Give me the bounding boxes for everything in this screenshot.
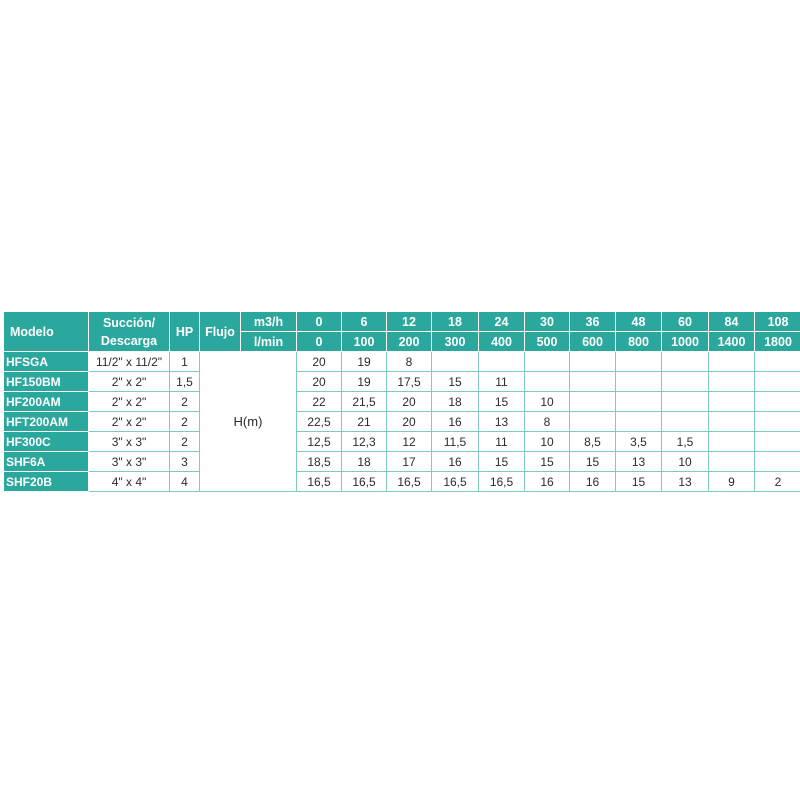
head-value: 16 [570,472,616,492]
head-value: 20 [387,412,432,432]
table-row [4,352,800,372]
head-value: 10 [525,432,570,452]
table-row [4,412,800,432]
header-flow-lmin: 200 [387,332,432,352]
head-value: 16,5 [479,472,525,492]
connection-size: 4" x 4" [89,472,170,492]
header-flow-lmin: 800 [616,332,662,352]
head-value [570,412,616,432]
head-value: 15 [479,452,525,472]
model-name: SHF20B [4,472,89,492]
head-value: 1,5 [662,432,709,452]
model-name: SHF6A [4,452,89,472]
head-value: 9 [709,472,755,492]
hp-value: 2 [170,392,200,412]
head-value [432,352,479,372]
head-label: H(m) [200,352,297,492]
header-succion-descarga [89,312,170,352]
head-value: 21,5 [342,392,387,412]
head-value [479,352,525,372]
head-value: 16,5 [432,472,479,492]
table-row [4,452,800,472]
header-flow-lmin: 100 [342,332,387,352]
hp-value: 1 [170,352,200,372]
head-value: 15 [525,452,570,472]
head-value [755,392,800,412]
model-name: HFT200AM [4,412,89,432]
table-row [4,392,800,412]
connection-size: 2" x 2" [89,412,170,432]
head-value: 11 [479,372,525,392]
head-value: 19 [342,352,387,372]
head-value: 16,5 [342,472,387,492]
head-value [616,392,662,412]
head-value [662,352,709,372]
head-value [709,392,755,412]
head-value: 3,5 [616,432,662,452]
head-value: 8 [387,352,432,372]
table-row [4,472,800,492]
head-value [709,352,755,372]
head-value: 16,5 [297,472,342,492]
head-value [616,352,662,372]
head-value: 15 [432,372,479,392]
header-succion: Succión/ [102,315,156,330]
head-value: 16 [525,472,570,492]
head-value: 13 [616,452,662,472]
head-value: 10 [525,392,570,412]
head-value: 16,5 [387,472,432,492]
head-value: 19 [342,372,387,392]
hp-value: 4 [170,472,200,492]
head-value [616,412,662,432]
head-value: 11,5 [432,432,479,452]
head-value [570,392,616,412]
head-value: 8,5 [570,432,616,452]
model-name: HF300C [4,432,89,452]
header-flow-m3h: 0 [297,312,342,332]
header-model: Modelo [4,312,89,352]
header-flow-lmin: 300 [432,332,479,352]
header-flow-m3h: 36 [570,312,616,332]
connection-size: 11/2" x 11/2" [89,352,170,372]
header-flow-lmin: 1000 [662,332,709,352]
head-value [662,392,709,412]
head-value: 11 [479,432,525,452]
header-flow-m3h: 84 [709,312,755,332]
header-flujo: Flujo [200,312,241,352]
model-name: HF200AM [4,392,89,412]
header-flow-m3h: 12 [387,312,432,332]
header-flow-m3h: 60 [662,312,709,332]
head-value: 18 [342,452,387,472]
head-value: 13 [479,412,525,432]
head-value [525,372,570,392]
head-value: 18,5 [297,452,342,472]
header-flow-m3h: 24 [479,312,525,332]
header-flow-lmin: 400 [479,332,525,352]
hp-value: 2 [170,432,200,452]
connection-size: 3" x 3" [89,452,170,472]
head-value: 15 [479,392,525,412]
head-value: 17,5 [387,372,432,392]
head-value: 20 [387,392,432,412]
header-flow-lmin: 0 [297,332,342,352]
head-value [709,432,755,452]
head-value: 12 [387,432,432,452]
header-flow-lmin: 1400 [709,332,755,352]
head-value [616,372,662,392]
model-name: HF150BM [4,372,89,392]
head-value [755,452,800,472]
head-value: 8 [525,412,570,432]
table-row [4,372,800,392]
header-flow-m3h: 48 [616,312,662,332]
hp-value: 3 [170,452,200,472]
header-hp: HP [170,312,200,352]
header-flow-m3h: 18 [432,312,479,332]
head-value: 20 [297,372,342,392]
pump-performance-table [3,311,800,492]
connection-size: 3" x 3" [89,432,170,452]
head-value [570,372,616,392]
head-value: 12,3 [342,432,387,452]
head-value [709,412,755,432]
head-value [525,352,570,372]
header-flow-m3h: 30 [525,312,570,332]
head-value [662,372,709,392]
head-value: 16 [432,452,479,472]
header-row-1 [4,312,800,332]
header-flow-m3h: 108 [755,312,800,332]
head-value: 17 [387,452,432,472]
table-row [4,432,800,452]
head-value [662,412,709,432]
hp-value: 2 [170,412,200,432]
head-value [709,372,755,392]
head-value: 15 [570,452,616,472]
head-value: 22,5 [297,412,342,432]
connection-size: 2" x 2" [89,392,170,412]
head-value: 22 [297,392,342,412]
head-value: 16 [432,412,479,432]
head-value: 2 [755,472,800,492]
head-value [755,352,800,372]
header-flow-lmin: 600 [570,332,616,352]
header-flow-lmin: 1800 [755,332,800,352]
head-value: 10 [662,452,709,472]
head-value: 18 [432,392,479,412]
head-value [755,372,800,392]
header-flow-lmin: 500 [525,332,570,352]
header-unit-m3h: m3/h [241,312,297,332]
head-value: 12,5 [297,432,342,452]
header-flow-m3h: 6 [342,312,387,332]
head-value: 21 [342,412,387,432]
head-value: 15 [616,472,662,492]
header-descarga: Descarga [100,333,158,348]
head-value: 20 [297,352,342,372]
model-name: HFSGA [4,352,89,372]
head-value: 13 [662,472,709,492]
header-unit-lmin: l/min [241,332,297,352]
connection-size: 2" x 2" [89,372,170,392]
head-value [570,352,616,372]
hp-value: 1,5 [170,372,200,392]
head-value [709,452,755,472]
head-value [755,412,800,432]
head-value [755,432,800,452]
